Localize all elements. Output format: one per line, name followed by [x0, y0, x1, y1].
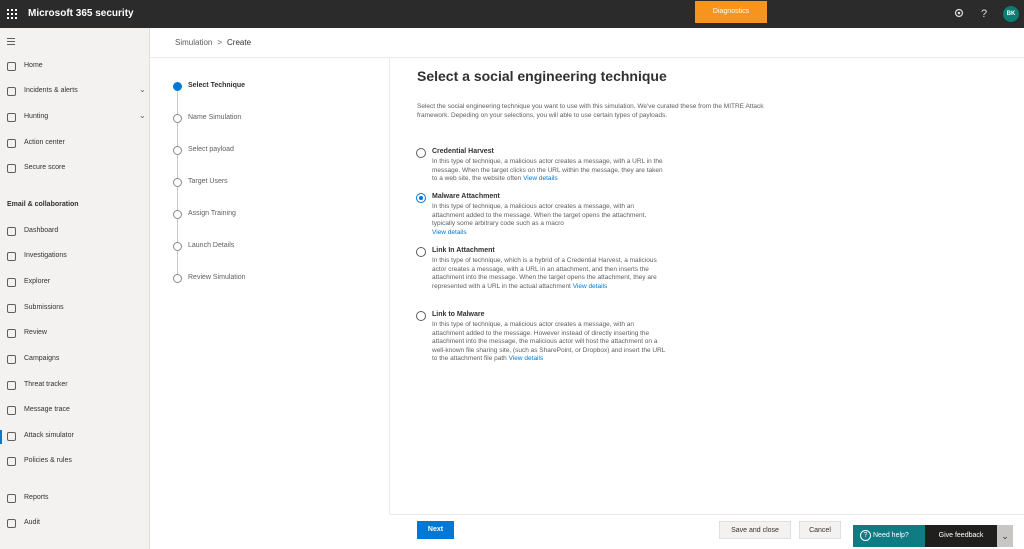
footer-divider [390, 514, 1024, 515]
need-help-label: Need help? [873, 532, 909, 539]
nav-item-label: Threat tracker [24, 381, 68, 388]
explorer-icon [7, 278, 16, 287]
step-indicator [173, 274, 182, 283]
policies-icon [7, 457, 16, 466]
app-launcher-icon[interactable] [7, 9, 17, 19]
campaigns-icon [7, 355, 16, 364]
option-title: Link to Malware [432, 311, 485, 318]
step-label: Launch Details [188, 242, 235, 249]
step-indicator [173, 242, 182, 251]
investigations-icon [7, 252, 16, 261]
nav-item-label: Review [24, 329, 47, 336]
step-indicator [173, 82, 182, 91]
breadcrumb-current: Create [227, 38, 252, 47]
step-indicator [173, 178, 182, 187]
breadcrumb [175, 38, 251, 47]
nav-item-hunting[interactable] [0, 109, 150, 127]
option-description-text: In this type of technique, a malicious actor creates a message, with a URL in the message. When the target clicks on the URL within the message, they are taken to a web site, the website often [432, 158, 663, 182]
chevron-down-icon[interactable]: ⌄ [139, 111, 146, 120]
option-description-text: In this type of technique, which is a hybrid of a Credential Harvest, a malicious actor creates a message, with a URL in an attachment, and then inserts the attachment into the message. When the target opens the attachment, they are represented with a URL in the actual attachment [432, 257, 657, 290]
option-link-in-attachment[interactable] [416, 247, 676, 309]
help-icon[interactable]: ? [980, 8, 988, 20]
nav-item-label: Incidents & alerts [24, 87, 78, 94]
nav-item-reports[interactable] [0, 490, 150, 508]
page-title: Select a social engineering technique [417, 68, 667, 84]
nav-item-message-trace[interactable] [0, 402, 150, 420]
give-feedback-button[interactable]: Give feedback [925, 525, 997, 547]
shield-icon [7, 87, 16, 96]
option-description-text: In this type of technique, a malicious actor creates a message, with an attachment added to the message. However instead of directly inserting the attachment into the message, the malicious actor will host the attachment on a well-known file sharing site, (such as SharePoint, or Dropbox) and insert the URL to the attachment file path [432, 321, 666, 362]
nav-item-action-center[interactable] [0, 135, 150, 153]
breadcrumb-parent[interactable]: Simulation [175, 38, 213, 47]
nav-item-label: Policies & rules [24, 457, 72, 464]
nav-item-label: Action center [24, 139, 65, 146]
trophy-icon [7, 164, 16, 173]
threat-tracker-icon [7, 381, 16, 390]
step-label: Select payload [188, 146, 234, 153]
submissions-icon [7, 304, 16, 313]
nav-item-policies-rules[interactable] [0, 453, 150, 471]
nav-item-label: Attack simulator [24, 432, 74, 439]
message-trace-icon [7, 406, 16, 415]
cancel-button[interactable]: Cancel [799, 521, 841, 539]
step-label: Name Simulation [188, 114, 242, 121]
save-and-close-button[interactable]: Save and close [719, 521, 791, 539]
option-description [432, 203, 667, 237]
nav-item-home[interactable] [0, 58, 150, 76]
option-title: Link In Attachment [432, 247, 495, 254]
nav-item-campaigns[interactable] [0, 351, 150, 369]
review-icon [7, 329, 16, 338]
nav-item-label: Campaigns [24, 355, 60, 362]
nav-item-label: Audit [24, 519, 40, 526]
gear-icon[interactable] [952, 7, 966, 21]
option-description [432, 158, 667, 184]
left-navigation [0, 28, 150, 549]
nav-item-dashboard[interactable] [0, 223, 150, 241]
step-indicator [173, 146, 182, 155]
nav-item-label: Investigations [24, 252, 67, 259]
step-indicator [173, 210, 182, 219]
nav-item-incidents-alerts[interactable] [0, 83, 150, 101]
option-link-to-malware[interactable] [416, 311, 676, 383]
nav-section-title: Email & collaboration [7, 201, 79, 208]
view-details-link[interactable]: View details [508, 355, 544, 362]
option-description [432, 257, 667, 291]
nav-item-explorer[interactable] [0, 274, 150, 292]
breadcrumb-separator: > [217, 38, 223, 47]
reports-icon [7, 494, 16, 503]
step-label: Target Users [188, 178, 228, 185]
nav-item-label: Home [24, 62, 43, 69]
option-title: Malware Attachment [432, 193, 500, 200]
step-indicator [173, 114, 182, 123]
dashboard-icon [7, 227, 16, 236]
nav-item-investigations[interactable] [0, 248, 150, 266]
option-description [432, 321, 667, 364]
nav-item-label: Reports [24, 494, 49, 501]
option-malware-attachment[interactable] [416, 193, 676, 243]
nav-item-threat-tracker[interactable] [0, 377, 150, 395]
option-title: Credential Harvest [432, 148, 494, 155]
need-help-button[interactable] [853, 525, 925, 547]
header-divider [150, 57, 1024, 58]
nav-item-label: Dashboard [24, 227, 59, 234]
next-button[interactable]: Next [417, 521, 454, 539]
chevron-down-icon[interactable]: ⌄ [139, 85, 146, 94]
avatar[interactable]: BK [1003, 6, 1019, 22]
radio-malware-attachment[interactable] [416, 193, 426, 203]
nav-item-review[interactable] [0, 325, 150, 343]
hamburger-icon[interactable] [7, 38, 15, 47]
option-credential-harvest[interactable] [416, 148, 676, 192]
page-description: Select the social engineering technique you want to use with this simulation. We've curated these from the MITRE Attack framework. Depeding on your selections, you will able to use certain types of payloads. [417, 103, 764, 119]
nav-item-label: Hunting [24, 113, 49, 120]
view-details-link[interactable]: View details [432, 228, 467, 236]
diagnostics-button[interactable]: Diagnostics [695, 1, 767, 23]
step-label: Select Technique [188, 82, 246, 89]
attack-simulator-icon [7, 432, 16, 441]
radio-credential-harvest[interactable] [416, 148, 426, 158]
home-icon [7, 62, 16, 71]
nav-item-audit[interactable] [0, 515, 150, 533]
nav-item-attack-simulator[interactable] [0, 428, 150, 446]
view-details-link[interactable]: View details [572, 282, 608, 290]
app-title[interactable]: Microsoft 365 security [28, 8, 134, 19]
view-details-link[interactable]: View details [523, 175, 558, 182]
option-description-text: In this type of technique, a malicious actor creates a message, with an attachment added to the message. When the target opens the attachment, typically some arbitrary code such as a macro [432, 203, 647, 227]
action-center-icon [7, 139, 16, 148]
help-circle-icon: ? [860, 530, 871, 541]
nav-item-label: Explorer [24, 278, 51, 285]
audit-icon [7, 519, 16, 528]
nav-item-label: Secure score [24, 164, 66, 171]
step-label: Review Simulation [188, 274, 246, 281]
radio-link-in-attachment[interactable] [416, 247, 426, 257]
chevron-down-icon[interactable]: ⌄ [997, 525, 1013, 547]
nav-item-submissions[interactable] [0, 300, 150, 318]
radio-link-to-malware[interactable] [416, 311, 426, 321]
hunting-icon [7, 113, 16, 122]
nav-item-secure-score[interactable] [0, 160, 150, 178]
nav-item-label: Message trace [24, 406, 70, 413]
step-label: Assign Training [188, 210, 236, 217]
stepper-divider [389, 57, 390, 514]
nav-item-label: Submissions [24, 304, 64, 311]
top-bar [0, 0, 1024, 28]
